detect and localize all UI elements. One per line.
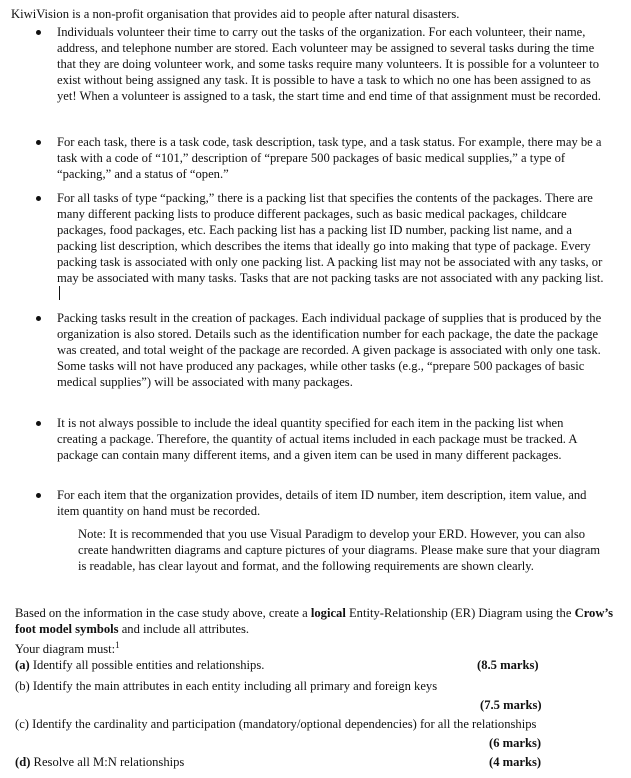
task-bold-logical: logical xyxy=(310,606,346,620)
bullet-text: Packing tasks result in the creation of packages. Each individual package of supplies that is produced by the organization is also stored. Details such as the identification number for each package, the date the package was created, and total weight of the package are recorded. A given package is associated with only one task. Some tasks will not have produced any packages, while other tasks (e.g., “prepare 500 packages of basic medical supplies”) will be associated with many packages. xyxy=(57,311,602,389)
bullet-volunteers xyxy=(0,24,605,104)
bullet-dot-icon xyxy=(36,140,41,145)
bullet-text: It is not always possible to include the ideal quantity specified for each item in the packing list when creating a package. Therefore, the quantity of actual items included in each package must be tracked. A package can contain many different items, and a given item can be used in many different packages. xyxy=(57,416,577,462)
bullet-dot-icon xyxy=(36,196,41,201)
requirement-marks: (4 marks) xyxy=(489,755,542,769)
requirement-marks: (8.5 marks) xyxy=(477,658,539,672)
requirement-c xyxy=(15,716,615,750)
bullet-text: For all tasks of type “packing,” there is a packing list that specifies the contents of the packages. There are many different packing lists to produce different packages, such as basic medical packages, childcare packages, food packages, etc. Each packing list has a packing list ID number, packing list name, and a packing list description, which describes the items that ideally go into making that type of package. Every packing task is associated with only one packing list. A packing list may not be associated with any tasks, or may be associated with many tasks. Tasks that are not packing tasks are not associated with any packing list. xyxy=(57,191,604,285)
requirement-label: (c) xyxy=(15,717,29,731)
requirement-label: (b) xyxy=(15,679,30,693)
requirement-a xyxy=(15,657,615,673)
task-must: Your diagram must: xyxy=(15,642,116,657)
requirement-text: Resolve all M:N relationships xyxy=(30,755,185,769)
requirement-label: (d) xyxy=(15,755,31,769)
intro-paragraph: KiwiVision is a non-profit organisation that provides aid to people after natural disasters. xyxy=(11,7,460,21)
requirement-d xyxy=(15,754,615,770)
footnote-marker: 1 xyxy=(115,640,120,650)
requirement-b xyxy=(15,678,615,712)
bullet-items xyxy=(0,487,605,519)
requirement-label: (a) xyxy=(15,658,30,672)
bullet-tasks xyxy=(0,134,605,182)
task-instructions xyxy=(15,605,615,657)
bullet-packing-lists xyxy=(0,190,605,302)
task-text-3: and include all attributes. xyxy=(118,622,250,636)
task-text-1: Based on the information in the case study above, create a xyxy=(15,606,311,620)
bullet-packages xyxy=(0,310,605,390)
bullet-text: For each task, there is a task code, task description, task type, and a task status. For example, there may be a task with a code of “101,” description of “prepare 500 packages of basic medical supplies,” a type of “packing,” and a status of “open.” xyxy=(57,135,602,181)
bullet-quantity xyxy=(0,415,605,463)
requirement-text: Identify the main attributes in each entity including all primary and foreign keys xyxy=(29,679,438,693)
bullet-dot-icon xyxy=(36,30,41,35)
requirement-marks: (7.5 marks) xyxy=(480,698,542,712)
task-bold-crows-foot: Crow’s foot model symbols xyxy=(15,606,614,636)
bullet-text: For each item that the organization provides, details of item ID number, item description, item value, and item quantity on hand must be recorded. xyxy=(57,488,587,518)
task-text-2: Entity-Relationship (ER) Diagram using the xyxy=(345,606,575,620)
bullet-dot-icon xyxy=(36,421,41,426)
text-cursor xyxy=(59,286,60,300)
bullet-dot-icon xyxy=(36,493,41,498)
bullet-text: Individuals volunteer their time to carry out the tasks of the organization. For each volunteer, their name, address, and telephone number are stored. Each volunteer may be assigned to several tasks during the time that they are doing volunteer work, and some tasks require many volunteers. It is possible for a volunteer to exist without being assigned any task. It is possible to have a task to which no one has been assigned to as yet! When a volunteer is assigned to a task, the start time and end time of that assignment must be recorded. xyxy=(57,25,601,103)
requirement-text: Identify the cardinality and participation (mandatory/optional dependencies) for all the relationships xyxy=(28,717,537,731)
requirement-text: Identify all possible entities and relationships. xyxy=(29,658,265,672)
requirement-marks: (6 marks) xyxy=(489,736,542,750)
note-paragraph: Note: It is recommended that you use Visual Paradigm to develop your ERD. However, you can also create handwritten diagrams and capture pictures of your diagrams. Please make sure that your diagram is readable, has clear layout and format, and the following requirements are shown clearly. xyxy=(78,527,601,573)
bullet-dot-icon xyxy=(36,316,41,321)
